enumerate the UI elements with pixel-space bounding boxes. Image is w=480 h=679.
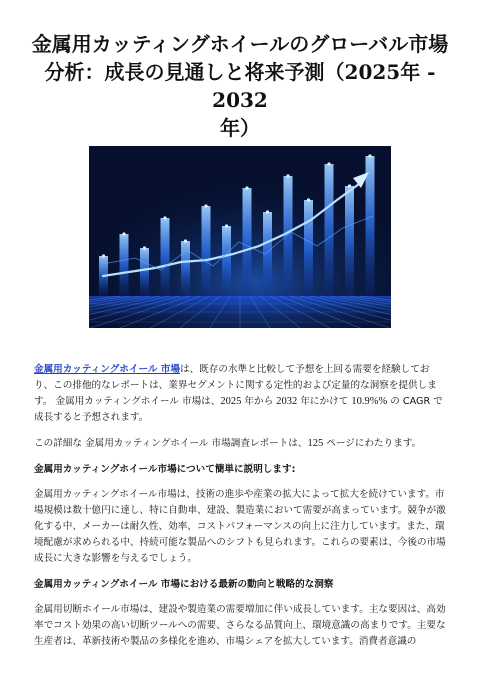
- illustration-bar: [222, 226, 231, 296]
- illustration-bar-dot: [163, 216, 166, 219]
- intro-paragraph: 金属用カッティングホイール 市場は、既存の水準と比較して予想を上回る需要を経験しており、この排他的なレポートは、業界セグメントに関する定性的および定量的な洞察を提供します。 金属用カッティングホイール 市場は、2025 年から 2032 年にかけて 10.9%% の CAGR で成長すると予想されます。: [34, 364, 443, 423]
- illustration-bar: [202, 206, 211, 296]
- section1-paragraph: 金属用カッティングホイール市場は、技術の進歩や産業の拡大によって拡大を続けています。市場規模は数十億円に達し、特に自動車、建設、製造業において需要が高まっています。競争が激化する中、メーカーは耐久性、効率、コストパフォーマンスの向上に注力しています。また、環境配慮が求められる中、持続可能な製品へのシフトも見られます。これらの要素は、今後の市場成長に大きな影響を与えるでしょう。: [34, 489, 446, 564]
- illustration-bar-dot: [368, 154, 371, 157]
- illustration-bar-dot: [102, 254, 105, 257]
- illustration-bar-dot: [122, 232, 125, 235]
- illustration-bar-dot: [225, 224, 228, 227]
- illustration-floor-grid: [89, 296, 391, 328]
- growth-illustration-svg: [89, 146, 391, 328]
- section1-heading: 金属用カッティングホイール市場について簡単に説明します:: [34, 464, 296, 475]
- illustration-bar-dot: [327, 162, 330, 165]
- illustration-bar-dot: [143, 246, 146, 249]
- illustration-bar-dot: [204, 204, 207, 207]
- illustration-bar: [325, 164, 334, 296]
- illustration-bar-dot: [286, 174, 289, 177]
- illustration-bar: [161, 218, 170, 296]
- illustration-bar: [243, 188, 252, 296]
- illustration-bar-dot: [184, 239, 187, 242]
- illustration-bar: [304, 200, 313, 296]
- illustration-bar-dot: [348, 184, 351, 187]
- illustration-bar: [284, 176, 293, 296]
- section2-heading: 金属用カッティングホイール 市場における最新の動向と戦略的な洞察: [34, 579, 334, 590]
- illustration-bar: [366, 156, 375, 296]
- illustration-bar-dot: [245, 186, 248, 189]
- illustration-bar: [120, 234, 129, 296]
- report-pages-paragraph: この詳細な 金属用カッティングホイール 市場調査レポートは、125 ページにわたります。: [34, 438, 422, 449]
- illustration-bar-dot: [266, 210, 269, 213]
- section2-paragraph: 金属用切断ホイール市場は、建設や製造業の需要増加に伴い成長しています。主な要因は、高効率でコスト効果の高い切断ツールへの需要、さらなる品質向上、環境意識の高まりです。主要な生産者は、革新技術や製品の多様化を進め、市場シェアを拡大しています。消費者意識の: [34, 604, 446, 647]
- hero-image-growth-chart: [89, 146, 391, 328]
- illustration-bar-dot: [307, 198, 310, 201]
- document-body: [34, 362, 446, 660]
- illustration-bar: [140, 248, 149, 296]
- document-title: 金属用カッティングホイールのグローバル市場 分析：成長の見通しと将来予測（2025年 - 2032 年）: [31, 32, 449, 140]
- illustration-bar: [345, 186, 354, 296]
- illustration-bar: [181, 241, 190, 296]
- market-link[interactable]: 金属用カッティングホイール 市場: [34, 364, 180, 375]
